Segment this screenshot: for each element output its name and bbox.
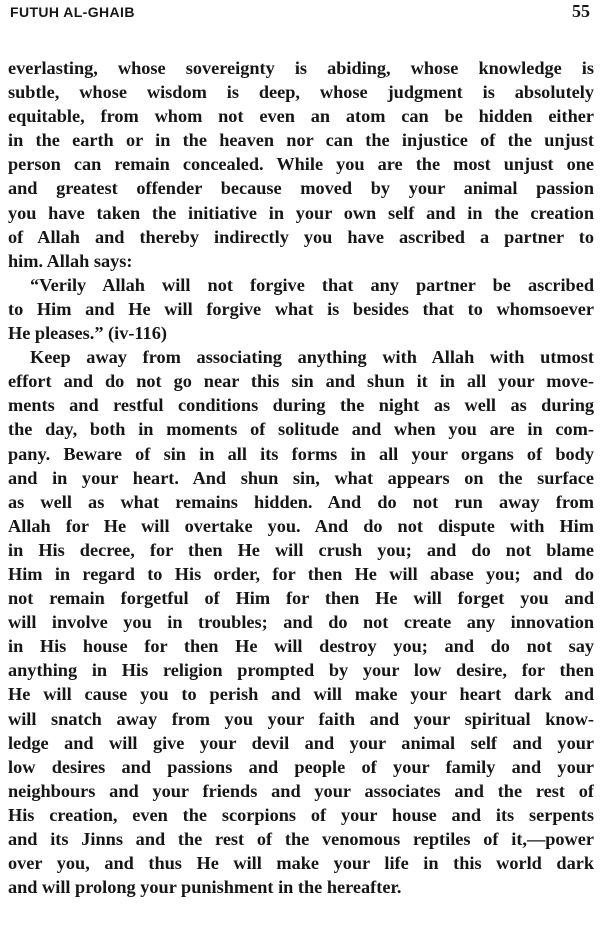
- text-line: equitable, from whom not even an atom can be hidden either: [8, 106, 594, 127]
- text-line: ledge and will give your devil and your animal self and your: [8, 732, 594, 753]
- text-line: subtle, whose wisdom is deep, whose judgment is absolutely: [8, 82, 594, 103]
- text-line: low desires and passions and people of your family and your: [8, 756, 594, 777]
- text-line: ments and restful conditions during the night as well as during: [8, 395, 594, 416]
- text-line: and its Jinns and the rest of the venomous reptiles of it,—power: [8, 829, 594, 849]
- text-line: neighbours and your friends and your associates and the rest of: [8, 780, 594, 801]
- quote-line: “Verily Allah will not forgive that any partner be ascribed: [30, 274, 594, 295]
- text-line: He will cause you to perish and will make your heart dark and: [8, 684, 594, 705]
- text-line: and greatest offender because moved by your animal passion: [8, 178, 594, 199]
- text-line: effort and do not go near this sin and shun it in all your move-: [8, 371, 594, 392]
- text-line: the day, both in moments of solitude and when you are in com-: [8, 419, 594, 440]
- text-line: as well as what remains hidden. And do not run away from: [8, 491, 594, 512]
- text-line: anything in His religion prompted by your low desire, for then: [8, 660, 594, 681]
- text-line: Keep away from associating anything with Allah with utmost: [30, 347, 594, 368]
- quote-line: He pleases.” (iv-116): [8, 323, 167, 344]
- text-line: will involve you in troubles; and do not create any innovation: [8, 612, 594, 633]
- text-line: over you, and thus He will make your life in this world dark: [8, 853, 594, 874]
- quote-line: to Him and He will forgive what is besides that to whomsoever: [8, 298, 594, 319]
- text-line: pany. Beware of sin in all its forms in all your organs of body: [8, 443, 594, 464]
- body-text: [8, 56, 594, 899]
- text-line: in the earth or in the heaven nor can the injustice of the unjust: [8, 130, 594, 151]
- text-line: His creation, even the scorpions of your house and its serpents: [8, 804, 594, 825]
- page-number: 55: [572, 1, 590, 21]
- running-title: FUTUH AL-GHAIB: [10, 4, 135, 20]
- text-line: of Allah and thereby indirectly you have ascribed a partner to: [8, 226, 594, 247]
- text-line: will snatch away from you your faith and your spiritual know-: [8, 708, 594, 729]
- text-line: and in your heart. And shun sin, what appears on the surface: [8, 467, 594, 488]
- text-line: Allah for He will overtake you. And do not dispute with Him: [8, 515, 594, 536]
- text-line: Him in regard to His order, for then He will abase you; and do: [8, 563, 594, 584]
- text-line: him. Allah says:: [8, 250, 133, 271]
- text-line: you have taken the initiative in your own self and in the creation: [8, 202, 594, 223]
- text-line: not remain forgetful of Him for then He will forget you and: [8, 588, 594, 609]
- text-line: and will prolong your punishment in the hereafter.: [8, 877, 402, 898]
- text-line: in His decree, for then He will crush you; and do not blame: [8, 539, 594, 560]
- text-line: in His house for then He will destroy you; and do not say: [8, 636, 594, 657]
- text-line: everlasting, whose sovereignty is abiding, whose knowledge is: [8, 58, 594, 78]
- text-line: person can remain concealed. While you are the most unjust one: [8, 154, 594, 175]
